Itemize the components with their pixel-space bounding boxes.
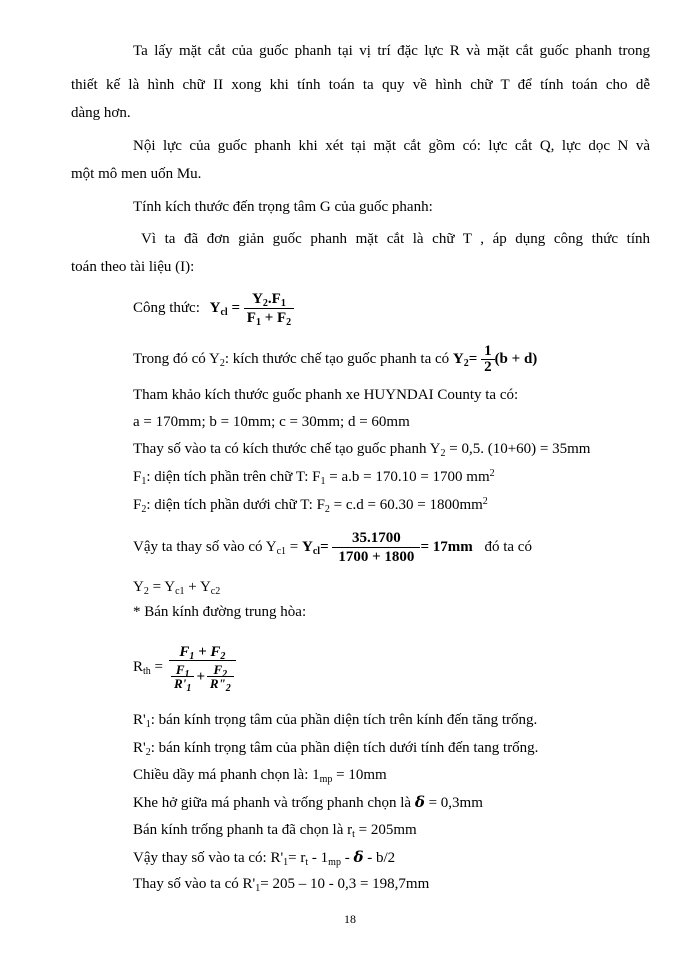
paragraph-1-line-1: Ta lấy mặt cắt của guốc phanh tại vị trí đặc lực R và mặt cắt guốc phanh trong — [133, 43, 650, 59]
r1-definition: $R'_1$: bán kính trọng tâm của phần diện tích trên kính đến tăng trống. — [133, 712, 538, 730]
paragraph-2-line-1: Nội lực của guốc phanh khi xét tại mặt cắt gồm có: lực cắt Q, lực dọc N và — [133, 138, 650, 154]
formula3-result: = 17mm — [420, 539, 473, 555]
substitution-line-1: Vậy thay số vào ta có: $R'_1= r_t - 1_{mp} - \delta - b/2$ — [133, 848, 396, 868]
formula4-sub-fraction-2: $\frac{F_2}{R"_2}$ — [207, 663, 234, 690]
formula3-numerator: 35.1700 — [352, 530, 401, 547]
paragraph-1-line-3: dàng hơn. — [71, 105, 131, 121]
formula-rth — [133, 635, 236, 699]
formula-yc1 — [133, 286, 294, 330]
delta-symbol: δ — [353, 848, 364, 866]
paragraph-4-line-2: toán theo tài liệu (I): — [71, 259, 195, 275]
dimensions-line: a = 170mm; b = 10mm; c = 30mm; d = 60mm — [133, 414, 410, 430]
formula-y2-line: Trong đó có $Y_2$: kích thước chế tạo guốc phanh ta có $Y_2=$ $\frac{1}{2}$ (b + d) — [133, 343, 538, 376]
formula-y2-lhs: $Y_2$ — [452, 351, 469, 369]
formula-label: Công thức: — [133, 300, 200, 316]
formula4-lhs: $R_{th}$ = — [133, 659, 164, 677]
fraction-denominator: $F_1 + F_2$ — [244, 308, 294, 327]
f2-area-line: $F_2$: diện tích phần dưới chữ T: $F_2 = c.d = 60.30 = 1800mm^2$ — [133, 496, 488, 515]
formula4-denominator: $\frac{F_1}{R'_1}$ + $\frac{F_2}{R"_2}$ — [169, 660, 236, 690]
formula-fraction — [244, 290, 294, 327]
y2-sum-line: $Y_2 = Y_{c1} + Y_{c2}$ — [133, 579, 221, 597]
formula4-numerator: $F_1 + F_2$ — [179, 644, 226, 662]
clearance-line: Khe hở giữa má phanh và trống phanh chọn là δ = 0,3mm — [133, 793, 483, 811]
paragraph-4-line-1: Vì ta đã đơn giản guốc phanh mặt cắt là chữ T , áp dụng công thức tính — [141, 231, 650, 247]
paragraph-3: Tính kích thước đến trọng tâm G của guốc phanh: — [133, 199, 433, 215]
lining-thickness-line: Chiều dầy má phanh chọn là: $1_{mp} = 10mm$ — [133, 767, 387, 785]
formula3-denominator: 1700 + 1800 — [332, 547, 420, 566]
fraction-numerator: $Y_2.F_1$ — [252, 291, 286, 310]
formula-yc1-value: Vậy ta thay số vào có $Y_{c1} = Y_{cl}=$ $\frac{35.1700}{1700 + 1800}$ = 17mm đó ta có — [133, 530, 532, 566]
section-heading: * Bán kính đường trung hòa: — [133, 604, 307, 620]
delta-symbol: δ — [414, 793, 425, 811]
formula3-lhs: $Y_{cl}$ — [302, 539, 321, 557]
y2-calc-line: Thay số vào ta có kích thước chế tạo guốc phanh $Y_2 = 0,5$. (10+60) = 35mm — [133, 441, 591, 459]
drum-radius-line: Bán kính trống phanh ta đã chọn là $r_t = 205mm$ — [133, 822, 417, 840]
formula-lhs: $Y_{cl}$ — [209, 300, 228, 318]
formula-y2-tail: (b + d) — [494, 351, 538, 367]
r2-definition: $R'_2$: bán kính trọng tâm của phần diện tích dưới tính đến tang trống. — [133, 740, 539, 758]
formula4-sub-fraction-1: $\frac{F_1}{R'_1}$ — [171, 663, 194, 690]
page-number: 18 — [344, 912, 356, 926]
paragraph-1-line-2: thiết kế là hình chữ II xong khi tính toán ta quy về hình chữ T để tính toán cho dễ — [71, 77, 650, 93]
paragraph-2-line-2: một mô men uốn Mu. — [71, 166, 202, 182]
formula-equals: = — [231, 300, 241, 316]
f1-area-line: $F_1$: diện tích phần trên chữ T: $F_1 = a.b = 170.10 = 1700$ $mm^2$ — [133, 468, 495, 487]
formula-half-fraction: $\frac{1}{2}$ — [481, 344, 495, 375]
substitution-line-2: Thay số vào ta có $R'_1= 205 - 10 - 0,3 = 198,7mm$ — [133, 876, 430, 894]
reference-line: Tham khảo kích thước guốc phanh xe HUYNDAI County ta có: — [133, 387, 519, 403]
formula3-fraction — [332, 529, 420, 566]
formula4-fraction — [169, 644, 236, 694]
